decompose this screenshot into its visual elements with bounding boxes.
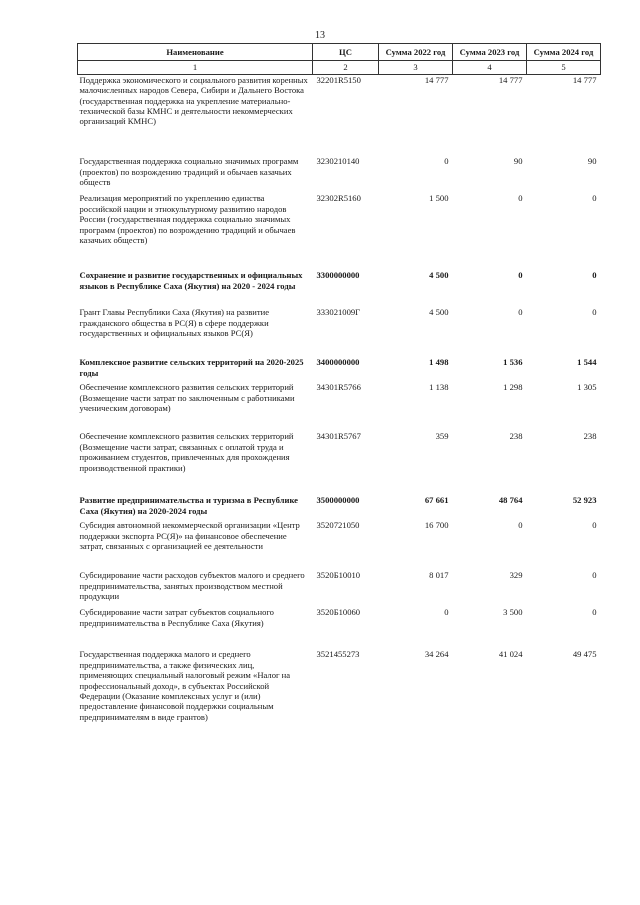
row-name: Обеспечение комплексного развития сельских территорий (Возмещение части затрат, связанных с оплатой труда и проживанием студентов, привлеченных для прохождения производственной практики) bbox=[79, 431, 294, 473]
table-row bbox=[78, 74, 601, 156]
table-row bbox=[78, 607, 601, 649]
row-name: Грант Главы Республики Саха (Якутия) на развитие гражданского общества в РС(Я) в сфере поддержки государственных и официальных языков РС(Я) bbox=[79, 307, 270, 339]
row-code: 3520Б10010 bbox=[316, 570, 361, 581]
row-name: Развитие предпринимательства и туризма в Республике Саха (Якутия) на 2020-2024 годы bbox=[79, 495, 298, 516]
row-sum-2022: 34 264 bbox=[424, 649, 449, 660]
table-row bbox=[78, 649, 601, 739]
header-name: Наименование bbox=[78, 44, 313, 61]
table-row bbox=[78, 270, 601, 307]
row-name: Государственная поддержка малого и среднего предпринимательства, а также физических лиц, применяющих специальный налоговый режим «Налог на профессиональный доход», в субъектах Российской Федерации (Оказание комплексных услуг и (или) предоставление финансовой поддержки социальным предпринимателям в виде грантов) bbox=[79, 649, 291, 722]
row-sum-2023: 1 536 bbox=[503, 357, 523, 368]
header-2023: Сумма 2023 год bbox=[453, 44, 527, 61]
row-sum-2024: 0 bbox=[592, 520, 597, 531]
row-sum-2022: 16 700 bbox=[424, 520, 449, 531]
row-sum-2023: 90 bbox=[513, 156, 523, 167]
header-2024: Сумма 2024 год bbox=[527, 44, 601, 61]
row-name: Комплексное развитие сельских территорий на 2020-2025 годы bbox=[79, 357, 304, 378]
row-code: 34301R5766 bbox=[316, 382, 361, 393]
row-name: Субсидирование части затрат субъектов социального предпринимательства в Республике Саха (Якутия) bbox=[79, 607, 274, 628]
row-sum-2024: 14 777 bbox=[572, 74, 597, 85]
row-sum-2024: 0 bbox=[592, 607, 597, 618]
column-number: 4 bbox=[453, 61, 527, 74]
row-code: 3520Б10060 bbox=[316, 607, 361, 618]
row-code: 3500000000 bbox=[316, 495, 360, 506]
row-sum-2024: 90 bbox=[587, 156, 597, 167]
row-sum-2022: 4 500 bbox=[429, 270, 449, 281]
row-sum-2024: 0 bbox=[592, 193, 597, 204]
row-code: 3520721050 bbox=[316, 520, 360, 531]
row-sum-2024: 0 bbox=[592, 570, 597, 581]
row-code: 3400000000 bbox=[316, 357, 360, 368]
row-sum-2023: 238 bbox=[509, 431, 523, 442]
row-name: Государственная поддержка социально значимых программ (проектов) по возрождению традиций и обычаев казачьих обществ bbox=[79, 156, 299, 188]
table-row bbox=[78, 307, 601, 357]
row-sum-2023: 0 bbox=[518, 307, 523, 318]
row-sum-2022: 14 777 bbox=[424, 74, 449, 85]
row-sum-2022: 8 017 bbox=[429, 570, 449, 581]
row-sum-2022: 1 138 bbox=[429, 382, 449, 393]
header-row bbox=[78, 44, 601, 61]
table-row bbox=[78, 520, 601, 570]
column-number: 3 bbox=[379, 61, 453, 74]
row-code: 32201R5150 bbox=[316, 74, 361, 85]
table-row bbox=[78, 382, 601, 431]
table-row bbox=[78, 431, 601, 495]
column-number: 1 bbox=[78, 61, 313, 74]
row-sum-2023: 0 bbox=[518, 520, 523, 531]
row-sum-2024: 238 bbox=[583, 431, 597, 442]
row-name: Реализация мероприятий по укреплению единства российской нации и этнокультурному развитию народов России (государственная поддержка социально значимых программ (проектов) по возрождению традиций и обычаев казачьих обществ) bbox=[79, 193, 296, 245]
column-number: 2 bbox=[313, 61, 379, 74]
row-name: Обеспечение комплексного развития сельских территорий (Возмещение части затрат по заключенным с работниками ученическим договорам) bbox=[79, 382, 295, 414]
table-row bbox=[78, 570, 601, 607]
row-code: 3300000000 bbox=[316, 270, 360, 281]
row-sum-2023: 1 298 bbox=[503, 382, 523, 393]
row-sum-2024: 1 544 bbox=[577, 357, 597, 368]
row-sum-2022: 359 bbox=[435, 431, 449, 442]
row-sum-2022: 67 661 bbox=[424, 495, 449, 506]
row-sum-2022: 0 bbox=[444, 156, 449, 167]
row-sum-2024: 0 bbox=[592, 270, 597, 281]
row-code: 3230210140 bbox=[316, 156, 360, 167]
row-sum-2023: 14 777 bbox=[498, 74, 523, 85]
header-2022: Сумма 2022 год bbox=[379, 44, 453, 61]
row-sum-2023: 329 bbox=[509, 570, 523, 581]
budget-table bbox=[77, 43, 601, 739]
row-sum-2023: 48 764 bbox=[498, 495, 523, 506]
row-code: 32302R5160 bbox=[316, 193, 361, 204]
row-sum-2022: 1 500 bbox=[429, 193, 449, 204]
table-row bbox=[78, 495, 601, 520]
row-sum-2024: 52 923 bbox=[572, 495, 597, 506]
table-row bbox=[78, 193, 601, 270]
row-code: 34301R5767 bbox=[316, 431, 361, 442]
row-sum-2022: 4 500 bbox=[429, 307, 449, 318]
row-sum-2022: 1 498 bbox=[429, 357, 449, 368]
row-sum-2024: 0 bbox=[592, 307, 597, 318]
row-sum-2023: 0 bbox=[518, 193, 523, 204]
row-sum-2022: 0 bbox=[444, 607, 449, 618]
row-name: Поддержка экономического и социального развития коренных малочисленных народов Севера, Сибири и Дальнего Востока (государственная поддержка на укрепление материально-технической базы КМНС и деятельности некоммерческих организаций КМНС) bbox=[79, 74, 308, 127]
page-number: 13 bbox=[315, 30, 325, 41]
table-row bbox=[78, 156, 601, 193]
header-code: ЦС bbox=[313, 44, 379, 61]
row-sum-2024: 1 305 bbox=[577, 382, 597, 393]
row-sum-2024: 49 475 bbox=[572, 649, 597, 660]
column-number: 5 bbox=[527, 61, 601, 74]
row-sum-2023: 41 024 bbox=[498, 649, 523, 660]
row-name: Сохранение и развитие государственных и официальных языков в Республике Саха (Якутия) на 2020 - 2024 годы bbox=[79, 270, 303, 291]
row-sum-2023: 3 500 bbox=[503, 607, 523, 618]
table-row bbox=[78, 357, 601, 382]
row-name: Субсидирование части расходов субъектов малого и среднего предпринимательства, занятых производством местной продукции bbox=[79, 570, 305, 602]
column-number-row bbox=[78, 61, 601, 74]
row-name: Субсидия автономной некоммерческой организации «Центр поддержки экспорта РС(Я)» на финансовое обеспечение затрат, связанных с организацией ее деятельности bbox=[79, 520, 300, 552]
row-sum-2023: 0 bbox=[518, 270, 523, 281]
row-code: 3521455273 bbox=[316, 649, 360, 660]
row-code: 333021009Г bbox=[316, 307, 361, 318]
